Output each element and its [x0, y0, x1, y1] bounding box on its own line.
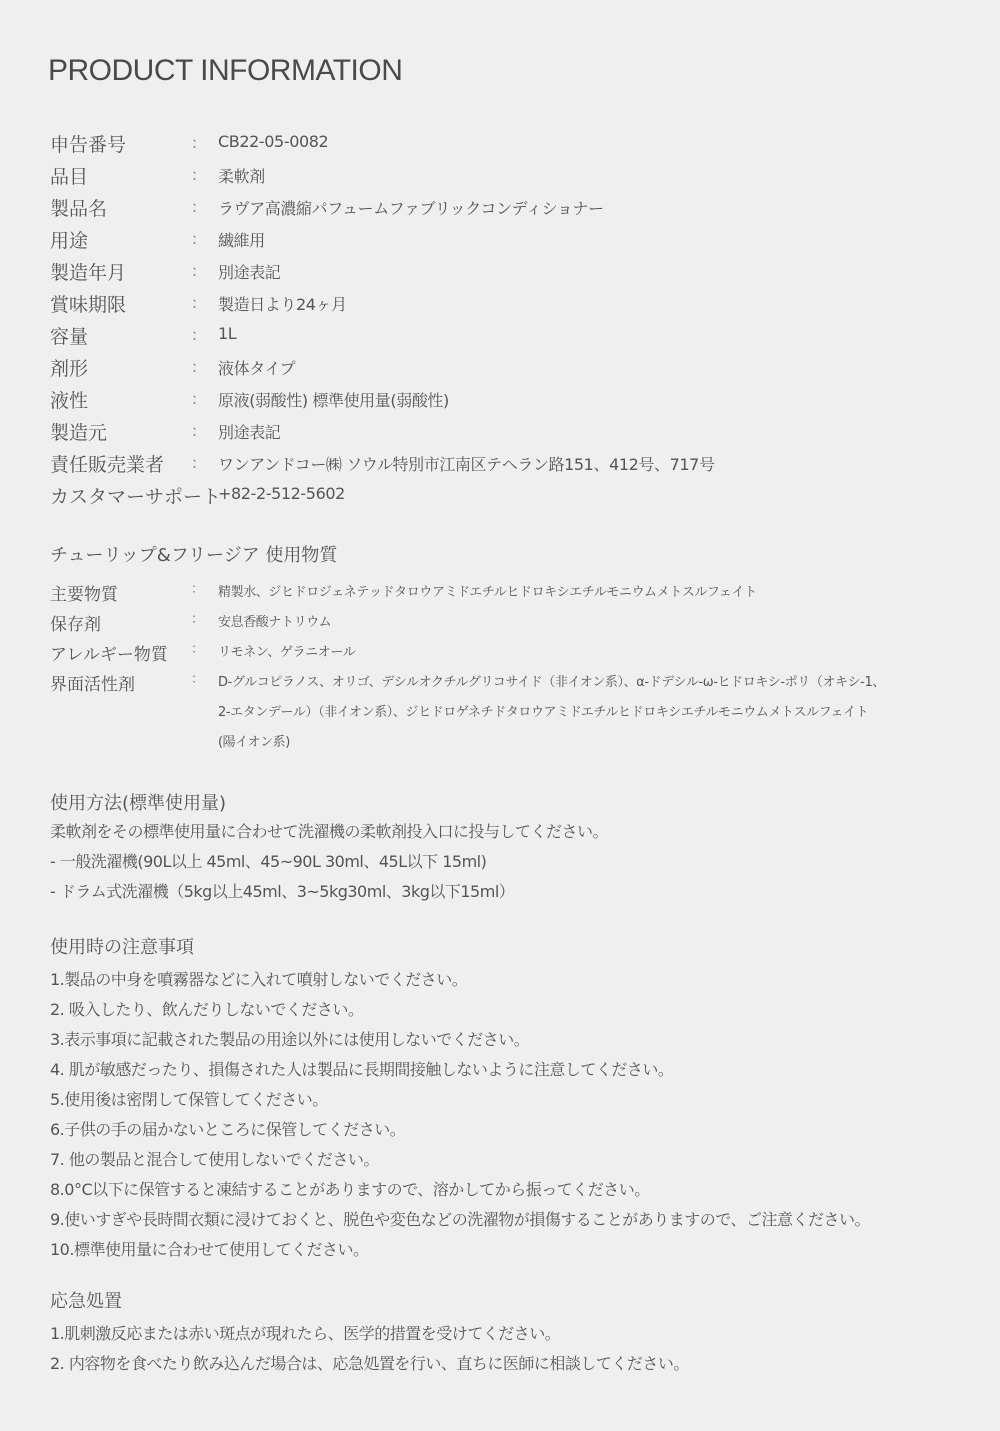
info-row-declaration-number: [50, 128, 950, 160]
info-value: 別途表記: [218, 423, 281, 442]
ingredient-row-allergen: [50, 638, 950, 668]
info-label: 剤形: [50, 358, 89, 380]
list-item: 1.製品の中身を噴霧器などに入れて噴射しないでください。: [50, 970, 468, 989]
info-colon: ：: [191, 166, 207, 184]
ingredient-colon: ：: [191, 582, 205, 597]
info-row-manufacture-date: [50, 256, 950, 288]
ingredient-value: [218, 668, 950, 758]
usage-title: 使用方法(標準使用量): [50, 793, 227, 814]
info-value: 1L: [218, 324, 237, 343]
info-value: 液体タイプ: [218, 359, 296, 378]
info-label: 製品名: [50, 198, 108, 220]
info-value: CB22-05-0082: [218, 132, 329, 151]
ingredient-value-line: リモネン、ゲラニオール: [218, 645, 356, 660]
ingredient-row-main: [50, 578, 950, 608]
info-value: 繊維用: [218, 231, 265, 250]
list-item: 7. 他の製品と混合して使用しないでください。: [50, 1150, 379, 1169]
usage-list: [50, 817, 608, 907]
info-label: 賞味期限: [50, 294, 127, 316]
list-item: - 一般洗濯機(90L以上 45ml、45~90L 30ml、45L以下 15ml): [50, 852, 487, 871]
info-row-volume: [50, 320, 950, 352]
list-item: 柔軟剤をその標準使用量に合わせて洗濯機の柔軟剤投入口に投与してください。: [50, 822, 609, 841]
info-label: 液性: [50, 390, 89, 412]
list-item: 3.表示事項に記載された製品の用途以外には使用しないでください。: [50, 1030, 530, 1049]
info-value: 別途表記: [218, 263, 281, 282]
list-item: 4. 肌が敏感だったり、損傷された人は製品に長期間接触しないように注意してください。: [50, 1060, 674, 1079]
info-colon: ：: [191, 294, 207, 312]
ingredient-label: 界面活性剤: [50, 675, 135, 695]
info-colon: ：: [191, 454, 207, 472]
info-colon: ：: [191, 358, 207, 376]
list-item: 9.使いすぎや長時間衣類に浸けておくと、脱色や変色などの洗濯物が損傷することがありますので、ご注意ください。: [50, 1210, 870, 1229]
ingredient-value: [218, 638, 950, 668]
info-label: カスタマーサポート: [50, 486, 222, 508]
info-row-manufacturer: [50, 416, 950, 448]
info-label: 用途: [50, 230, 89, 252]
list-item: - ドラム式洗濯機（5kg以上45ml、3~5kg30ml、3kg以下15ml）: [50, 882, 515, 901]
ingredient-label: 主要物質: [50, 585, 118, 605]
info-row-form: [50, 352, 950, 384]
list-item: 2. 吸入したり、飲んだりしないでください。: [50, 1000, 364, 1019]
product-info-table: [50, 128, 950, 512]
info-row-purpose: [50, 224, 950, 256]
list-item: 1.肌刺激反応または赤い斑点が現れたら、医学的措置を受けてください。: [50, 1324, 561, 1343]
info-colon: ：: [191, 422, 207, 440]
info-colon: ：: [191, 326, 207, 344]
list-item: 2. 内容物を食べたり飲み込んだ場合は、応急処置を行い、直ちに医師に相談してください。: [50, 1354, 689, 1373]
ingredient-label: 保存剤: [50, 615, 101, 635]
info-colon: ：: [191, 198, 207, 216]
info-value: ワンアンドコー㈱ ソウル特別市江南区テヘラン路151、412号、717号: [218, 455, 715, 474]
ingredient-value-line: D-グルコピラノス、オリゴ、デシルオクチルグリコサイド（非イオン系）、α-ドデシル-ω-ヒドロキシ-ポリ（オキシ-1、: [218, 675, 885, 690]
info-label: 容量: [50, 326, 89, 348]
info-colon: ：: [191, 390, 207, 408]
cautions-title: 使用時の注意事項: [50, 937, 194, 958]
info-row-item: [50, 160, 950, 192]
info-value: ラヴア高濃縮パフュームファブリックコンディショナー: [218, 199, 604, 218]
emergency-title: 応急処置: [50, 1291, 122, 1312]
info-value: +82-2-512-5602: [218, 484, 345, 503]
emergency-list: [50, 1319, 689, 1379]
list-item: 6.子供の手の届かないところに保管してください。: [50, 1120, 406, 1139]
ingredient-value-line: (陽イオン系): [218, 735, 290, 750]
ingredient-colon: ：: [191, 612, 205, 627]
info-label: 製造元: [50, 422, 108, 444]
ingredient-value-line: 2-エタンデール）（非イオン系）、ジヒドロゲネチドタロウアミドエチルヒドロキシエチルモニウムメトスルフェイト: [218, 705, 869, 720]
info-value: 製造日より24ヶ月: [218, 295, 347, 314]
info-row-expiry: [50, 288, 950, 320]
page-title: PRODUCT INFORMATION: [48, 54, 403, 87]
info-label: 責任販売業者: [50, 454, 165, 476]
ingredient-row-preservative: [50, 608, 950, 638]
info-colon: ：: [191, 230, 207, 248]
info-label: 申告番号: [50, 134, 127, 156]
ingredient-value: [218, 608, 950, 638]
info-value: 原液(弱酸性) 標準使用量(弱酸性): [218, 391, 449, 410]
info-label: 製造年月: [50, 262, 127, 284]
info-value: 柔軟剤: [218, 167, 265, 186]
info-row-product-name: [50, 192, 950, 224]
ingredient-value-line: 精製水、ジヒドロジェネテッドタロウアミドエチルヒドロキシエチルモニウムメトスルフェイト: [218, 585, 757, 600]
ingredients-table: [50, 578, 950, 758]
list-item: 10.標準使用量に合わせて使用してください。: [50, 1240, 369, 1259]
ingredients-title: チューリップ&フリージア 使用物質: [50, 545, 338, 566]
info-row-customer-support: [50, 480, 950, 512]
ingredient-value-line: 安息香酸ナトリウム: [218, 615, 332, 630]
list-item: 5.使用後は密閉して保管してください。: [50, 1090, 328, 1109]
ingredient-label: アレルギー物質: [50, 645, 168, 665]
info-colon: ：: [191, 134, 207, 152]
ingredient-row-surfactant: [50, 668, 950, 758]
ingredient-colon: ：: [191, 672, 205, 687]
info-row-ph: [50, 384, 950, 416]
info-row-distributor: [50, 448, 950, 480]
info-colon: ：: [191, 262, 207, 280]
ingredient-colon: ：: [191, 642, 205, 657]
ingredient-value: [218, 578, 950, 608]
cautions-list: [50, 965, 870, 1265]
list-item: 8.0°C以下に保管すると凍結することがありますので、溶かしてから振ってください。: [50, 1180, 650, 1199]
info-label: 品目: [50, 166, 89, 188]
